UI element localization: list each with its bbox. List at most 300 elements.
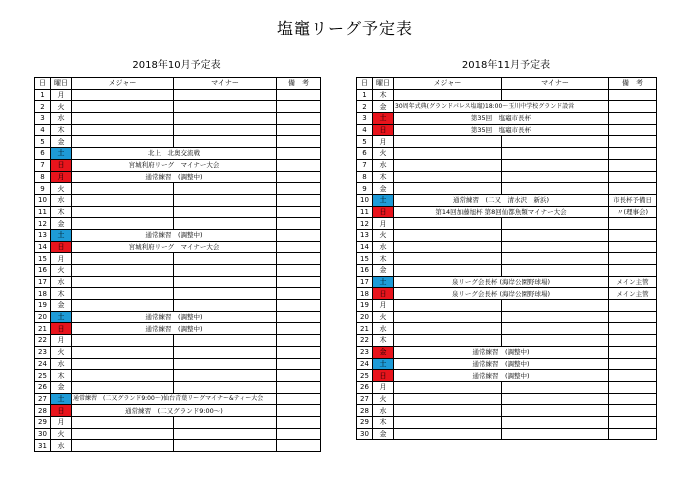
table-row <box>357 218 657 230</box>
table-row <box>35 206 321 218</box>
event-cell: 第35回 塩竈市長杯 <box>394 113 609 125</box>
day-cell: 27 <box>35 393 51 405</box>
note-cell <box>277 393 321 405</box>
event-cell: 通常練習 (調整中) <box>394 358 609 370</box>
header-day: 日 <box>35 78 51 90</box>
weekday-cell: 土 <box>373 358 394 370</box>
table-row <box>35 229 321 241</box>
day-cell: 21 <box>357 323 373 335</box>
major-cell <box>72 346 174 358</box>
table-row <box>35 276 321 288</box>
weekday-cell: 土 <box>373 276 394 288</box>
note-cell <box>277 171 321 183</box>
weekday-cell: 日 <box>51 323 72 335</box>
note-cell: 市長杯予備日 <box>609 194 657 206</box>
weekday-cell: 月 <box>51 253 72 265</box>
minor-cell <box>174 89 277 101</box>
note-cell <box>277 288 321 300</box>
table-row <box>357 370 657 382</box>
day-cell: 5 <box>357 136 373 148</box>
note-cell <box>609 113 657 125</box>
weekday-cell: 水 <box>373 159 394 171</box>
minor-cell <box>502 405 609 417</box>
day-cell: 28 <box>357 405 373 417</box>
event-cell: 通常練習 (二又グランド9:00〜)仙台青葉リーグマイナー&ティー大会 <box>72 393 277 405</box>
table-row <box>357 101 657 113</box>
table-row <box>35 101 321 113</box>
note-cell <box>277 124 321 136</box>
day-cell: 15 <box>35 253 51 265</box>
note-cell: 〃(理事会) <box>609 206 657 218</box>
note-cell <box>609 370 657 382</box>
minor-cell <box>174 218 277 230</box>
major-cell <box>394 171 502 183</box>
minor-cell <box>174 206 277 218</box>
major-cell <box>394 218 502 230</box>
table-row <box>35 265 321 277</box>
note-cell <box>609 405 657 417</box>
note-cell <box>609 101 657 113</box>
header-notes: 備 考 <box>609 78 657 90</box>
minor-cell <box>502 300 609 312</box>
weekday-cell: 木 <box>373 253 394 265</box>
day-cell: 14 <box>357 241 373 253</box>
weekday-cell: 日 <box>373 370 394 382</box>
weekday-cell: 月 <box>373 381 394 393</box>
note-cell <box>609 241 657 253</box>
weekday-cell: 火 <box>373 148 394 160</box>
weekday-cell: 日 <box>373 206 394 218</box>
minor-cell <box>174 113 277 125</box>
day-cell: 6 <box>357 148 373 160</box>
weekday-cell: 金 <box>373 346 394 358</box>
weekday-cell: 日 <box>51 405 72 417</box>
weekday-cell: 月 <box>51 89 72 101</box>
note-cell <box>609 393 657 405</box>
major-cell <box>72 194 174 206</box>
october-schedule-table <box>34 77 321 452</box>
table-row <box>35 346 321 358</box>
october-heading: 2018年10月予定表 <box>132 60 221 71</box>
major-cell <box>394 159 502 171</box>
major-cell <box>72 101 174 113</box>
day-cell: 16 <box>357 265 373 277</box>
weekday-cell: 水 <box>51 440 72 452</box>
major-cell <box>72 416 174 428</box>
major-cell <box>72 288 174 300</box>
table-row <box>357 124 657 136</box>
weekday-cell: 水 <box>51 358 72 370</box>
minor-cell <box>502 323 609 335</box>
minor-cell <box>174 194 277 206</box>
note-cell <box>277 276 321 288</box>
weekday-cell: 木 <box>51 288 72 300</box>
major-cell <box>394 300 502 312</box>
note-cell <box>609 124 657 136</box>
minor-cell <box>502 183 609 195</box>
note-cell <box>609 300 657 312</box>
weekday-cell: 火 <box>51 265 72 277</box>
note-cell <box>277 101 321 113</box>
day-cell: 1 <box>357 89 373 101</box>
minor-cell <box>502 265 609 277</box>
november-heading: 2018年11月予定表 <box>461 60 551 71</box>
weekday-cell: 日 <box>51 241 72 253</box>
major-cell <box>72 440 174 452</box>
day-cell: 28 <box>35 405 51 417</box>
table-row <box>35 218 321 230</box>
table-row <box>357 136 657 148</box>
table-row <box>35 194 321 206</box>
note-cell <box>277 405 321 417</box>
major-cell <box>394 416 502 428</box>
day-cell: 23 <box>35 346 51 358</box>
major-cell <box>72 253 174 265</box>
weekday-cell: 土 <box>51 393 72 405</box>
weekday-cell: 木 <box>51 124 72 136</box>
minor-cell <box>174 300 277 312</box>
major-cell <box>394 265 502 277</box>
weekday-cell: 月 <box>373 300 394 312</box>
major-cell <box>394 393 502 405</box>
day-cell: 17 <box>357 276 373 288</box>
event-cell: 通常練習 (調整中) <box>72 229 277 241</box>
event-cell: 30周年式典(グランドパレス塩竈)18:00〜玉川中学校グランド設営 <box>394 101 609 113</box>
note-cell <box>609 381 657 393</box>
table-row <box>357 416 657 428</box>
table-row <box>357 358 657 370</box>
day-cell: 7 <box>357 159 373 171</box>
event-cell: 通常練習 (調整中) <box>394 346 609 358</box>
page-title: 塩竈リーグ予定表 <box>276 19 413 38</box>
table-row <box>35 89 321 101</box>
day-cell: 4 <box>357 124 373 136</box>
weekday-cell: 木 <box>51 206 72 218</box>
major-cell <box>72 335 174 347</box>
header-weekday: 曜日 <box>51 78 72 90</box>
table-row <box>357 89 657 101</box>
table-row <box>35 136 321 148</box>
table-row <box>35 311 321 323</box>
note-cell <box>609 229 657 241</box>
weekday-cell: 金 <box>51 136 72 148</box>
weekday-cell: 日 <box>373 288 394 300</box>
day-cell: 30 <box>357 428 373 440</box>
event-cell: 通常練習 (調整中) <box>72 323 277 335</box>
note-cell <box>609 253 657 265</box>
minor-cell <box>174 346 277 358</box>
weekday-cell: 金 <box>373 265 394 277</box>
day-cell: 30 <box>35 428 51 440</box>
major-cell <box>394 335 502 347</box>
day-cell: 9 <box>357 183 373 195</box>
minor-cell <box>174 276 277 288</box>
major-cell <box>394 323 502 335</box>
note-cell <box>277 194 321 206</box>
header-weekday: 曜日 <box>373 78 394 90</box>
note-cell <box>609 358 657 370</box>
major-cell <box>72 89 174 101</box>
weekday-cell: 金 <box>373 101 394 113</box>
event-cell: 北上 北奥交流戦 <box>72 148 277 160</box>
header-major: メジャー <box>72 78 174 90</box>
major-cell <box>72 218 174 230</box>
note-cell <box>277 113 321 125</box>
day-cell: 3 <box>35 113 51 125</box>
weekday-cell: 月 <box>51 335 72 347</box>
note-cell <box>277 206 321 218</box>
weekday-cell: 木 <box>373 171 394 183</box>
day-cell: 2 <box>35 101 51 113</box>
day-cell: 10 <box>35 194 51 206</box>
minor-cell <box>174 265 277 277</box>
day-cell: 14 <box>35 241 51 253</box>
major-cell <box>72 124 174 136</box>
note-cell <box>277 159 321 171</box>
major-cell <box>72 300 174 312</box>
day-cell: 3 <box>357 113 373 125</box>
major-cell <box>394 428 502 440</box>
table-row <box>35 440 321 452</box>
table-row <box>357 113 657 125</box>
weekday-cell: 木 <box>373 416 394 428</box>
day-cell: 17 <box>35 276 51 288</box>
table-row <box>357 148 657 160</box>
day-cell: 11 <box>357 206 373 218</box>
day-cell: 18 <box>35 288 51 300</box>
event-cell: 通常練習 (調整中) <box>72 311 277 323</box>
weekday-cell: 水 <box>51 194 72 206</box>
event-cell: 通常練習 (二又グランド9:00〜) <box>72 405 277 417</box>
table-row <box>35 323 321 335</box>
major-cell <box>72 265 174 277</box>
weekday-cell: 金 <box>51 300 72 312</box>
minor-cell <box>174 370 277 382</box>
note-cell <box>609 335 657 347</box>
event-cell: 泉リーグ会長杯 (海岸公園野球場) <box>394 276 609 288</box>
note-cell <box>277 265 321 277</box>
weekday-cell: 土 <box>373 194 394 206</box>
minor-cell <box>174 416 277 428</box>
table-row <box>357 276 657 288</box>
table-row <box>35 171 321 183</box>
note-cell <box>277 381 321 393</box>
note-cell: メイン主管 <box>609 276 657 288</box>
minor-cell <box>502 253 609 265</box>
note-cell <box>277 241 321 253</box>
november-schedule-table <box>356 77 657 440</box>
minor-cell <box>174 124 277 136</box>
table-row <box>357 206 657 218</box>
weekday-cell: 金 <box>373 183 394 195</box>
note-cell <box>609 346 657 358</box>
note-cell <box>609 159 657 171</box>
note-cell <box>609 148 657 160</box>
day-cell: 26 <box>35 381 51 393</box>
weekday-cell: 金 <box>373 428 394 440</box>
day-cell: 12 <box>357 218 373 230</box>
header-minor: マイナー <box>502 78 609 90</box>
note-cell <box>277 253 321 265</box>
major-cell <box>72 183 174 195</box>
minor-cell <box>502 381 609 393</box>
minor-cell <box>174 440 277 452</box>
table-row <box>357 194 657 206</box>
major-cell <box>394 229 502 241</box>
note-cell <box>277 218 321 230</box>
note-cell <box>609 428 657 440</box>
weekday-cell: 水 <box>373 323 394 335</box>
major-cell <box>72 370 174 382</box>
minor-cell <box>502 89 609 101</box>
table-row <box>357 265 657 277</box>
day-cell: 13 <box>357 229 373 241</box>
minor-cell <box>502 148 609 160</box>
table-row <box>35 405 321 417</box>
table-row <box>357 183 657 195</box>
note-cell <box>277 311 321 323</box>
note-cell <box>277 183 321 195</box>
minor-cell <box>174 183 277 195</box>
major-cell <box>394 253 502 265</box>
minor-cell <box>174 381 277 393</box>
minor-cell <box>174 136 277 148</box>
note-cell <box>277 335 321 347</box>
event-cell: 第14回加藤旭杯 第8回仙都魚類マイナー大会 <box>394 206 609 218</box>
weekday-cell: 火 <box>373 311 394 323</box>
weekday-cell: 土 <box>51 148 72 160</box>
major-cell <box>394 311 502 323</box>
note-cell <box>277 323 321 335</box>
minor-cell <box>174 288 277 300</box>
weekday-cell: 火 <box>51 183 72 195</box>
note-cell <box>277 346 321 358</box>
minor-cell <box>174 253 277 265</box>
table-row <box>357 159 657 171</box>
note-cell <box>609 183 657 195</box>
day-cell: 10 <box>357 194 373 206</box>
day-cell: 6 <box>35 148 51 160</box>
major-cell <box>394 241 502 253</box>
day-cell: 2 <box>357 101 373 113</box>
weekday-cell: 木 <box>373 89 394 101</box>
table-row <box>35 358 321 370</box>
major-cell <box>72 381 174 393</box>
weekday-cell: 月 <box>373 136 394 148</box>
major-cell <box>72 206 174 218</box>
note-cell <box>277 440 321 452</box>
weekday-cell: 水 <box>51 276 72 288</box>
minor-cell <box>502 136 609 148</box>
weekday-cell: 土 <box>51 311 72 323</box>
table-row <box>35 124 321 136</box>
note-cell <box>277 416 321 428</box>
weekday-cell: 水 <box>51 113 72 125</box>
minor-cell <box>502 159 609 171</box>
minor-cell <box>174 358 277 370</box>
table-row <box>35 370 321 382</box>
event-cell: 泉リーグ会長杯 (海岸公園野球場) <box>394 288 609 300</box>
minor-cell <box>174 428 277 440</box>
day-cell: 29 <box>357 416 373 428</box>
note-cell <box>609 311 657 323</box>
day-cell: 23 <box>357 346 373 358</box>
day-cell: 25 <box>357 370 373 382</box>
weekday-cell: 木 <box>373 335 394 347</box>
event-cell: 通常練習 (調整中) <box>394 370 609 382</box>
day-cell: 1 <box>35 89 51 101</box>
header-notes: 備 考 <box>277 78 321 90</box>
weekday-cell: 日 <box>51 159 72 171</box>
day-cell: 5 <box>35 136 51 148</box>
minor-cell <box>502 171 609 183</box>
table-row <box>35 335 321 347</box>
day-cell: 24 <box>35 358 51 370</box>
table-row <box>35 416 321 428</box>
note-cell <box>609 171 657 183</box>
weekday-cell: 水 <box>373 241 394 253</box>
table-row <box>357 405 657 417</box>
day-cell: 8 <box>357 171 373 183</box>
weekday-cell: 火 <box>51 346 72 358</box>
day-cell: 11 <box>35 206 51 218</box>
table-row <box>357 428 657 440</box>
table-row <box>35 393 321 405</box>
minor-cell <box>502 393 609 405</box>
table-row <box>357 288 657 300</box>
day-cell: 31 <box>35 440 51 452</box>
note-cell <box>609 323 657 335</box>
weekday-cell: 木 <box>51 370 72 382</box>
table-row <box>357 253 657 265</box>
day-cell: 8 <box>35 171 51 183</box>
event-cell: 宮城利府リーグ マイナー大会 <box>72 241 277 253</box>
day-cell: 4 <box>35 124 51 136</box>
header-major: メジャー <box>394 78 502 90</box>
table-row <box>357 311 657 323</box>
header-minor: マイナー <box>174 78 277 90</box>
day-cell: 9 <box>35 183 51 195</box>
minor-cell <box>502 241 609 253</box>
table-row <box>357 229 657 241</box>
major-cell <box>394 148 502 160</box>
header-day: 日 <box>357 78 373 90</box>
day-cell: 12 <box>35 218 51 230</box>
minor-cell <box>174 335 277 347</box>
weekday-cell: 月 <box>51 416 72 428</box>
weekday-cell: 日 <box>373 124 394 136</box>
note-cell <box>277 358 321 370</box>
table-row <box>357 346 657 358</box>
note-cell <box>277 300 321 312</box>
table-header-row <box>357 78 657 90</box>
table-row <box>35 300 321 312</box>
major-cell <box>394 183 502 195</box>
day-cell: 15 <box>357 253 373 265</box>
day-cell: 19 <box>357 300 373 312</box>
major-cell <box>72 113 174 125</box>
table-row <box>357 241 657 253</box>
major-cell <box>394 136 502 148</box>
major-cell <box>72 358 174 370</box>
table-row <box>357 300 657 312</box>
major-cell <box>72 136 174 148</box>
day-cell: 7 <box>35 159 51 171</box>
note-cell <box>609 89 657 101</box>
day-cell: 20 <box>35 311 51 323</box>
weekday-cell: 水 <box>373 405 394 417</box>
minor-cell <box>174 101 277 113</box>
